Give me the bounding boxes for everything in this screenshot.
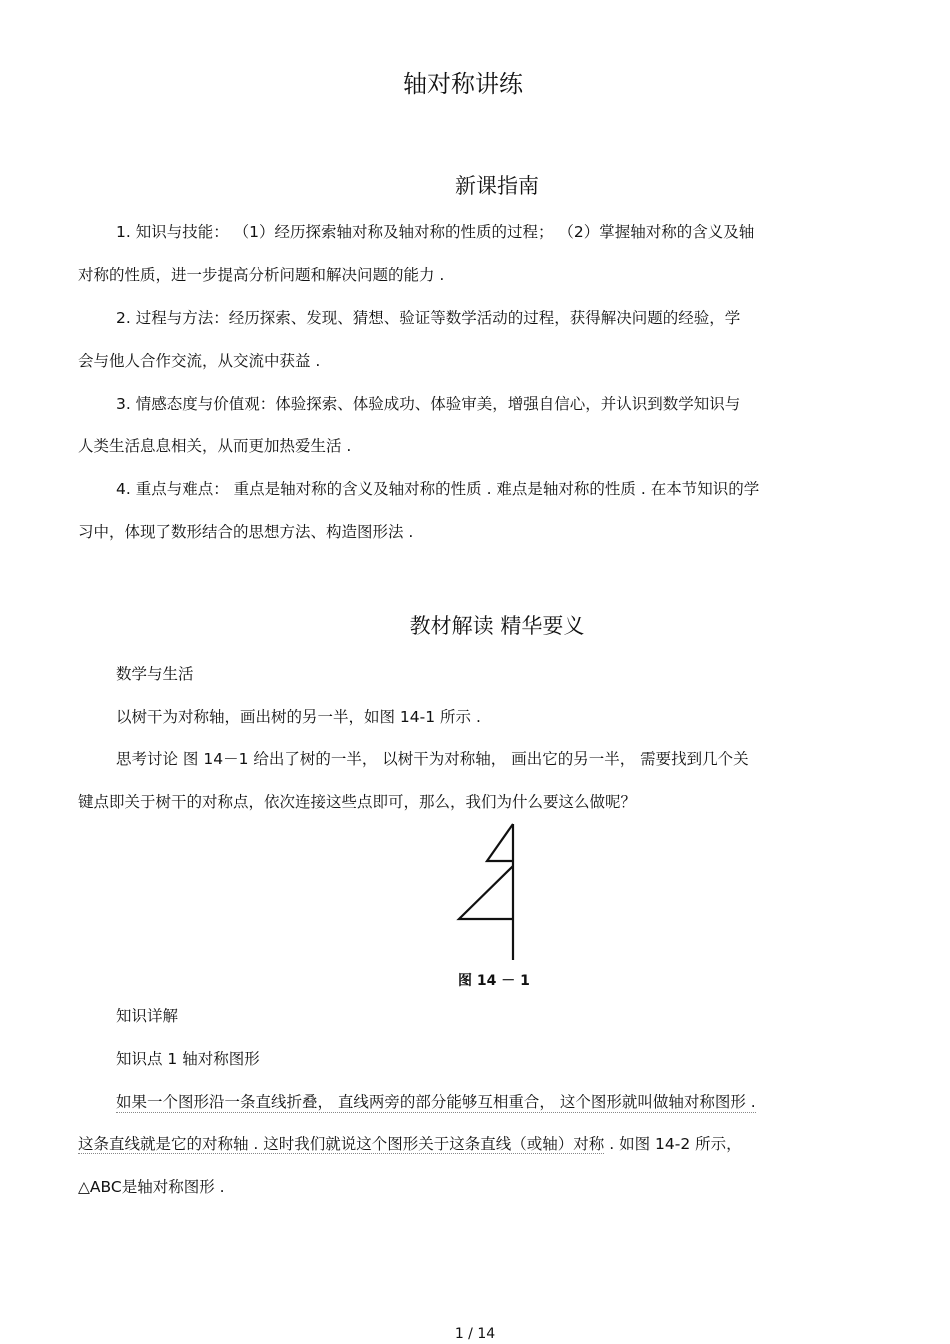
definition-line3: △ABC是轴对称图形 . (78, 1178, 225, 1196)
item4-line2: 习中，体现了数形结合的思想方法、构造图形法 . (78, 523, 414, 541)
definition-line1: 如果一个图形沿一条直线折叠， 直线两旁的部分能够互相重合， 这个图形就叫做轴对称图形 . (116, 1090, 756, 1113)
item3-line2: 人类生活息息相关，从而更加热爱生活 . (78, 437, 352, 455)
subheading-math-life: 数学与生活 (116, 665, 194, 683)
item1-line2: 对称的性质，进一步提高分析问题和解决问题的能力 . (78, 266, 445, 284)
doc-title: 轴对称讲练 (403, 70, 523, 98)
definition-line2-rest: . 如图 14-2 所示， (604, 1135, 742, 1153)
para-draw-tree: 以树干为对称轴，画出树的另一半，如图 14-1 所示 . (116, 708, 481, 726)
item3-line1: 3. 情感态度与价值观：体验探索、体验成功、体验审美，增强自信心，并认识到数学知识与 (116, 395, 741, 413)
knowledge-point-1: 知识点 1 轴对称图形 (116, 1050, 260, 1068)
figure-caption: 图 14 － 1 (458, 973, 530, 989)
item2-line1: 2. 过程与方法：经历探索、发现、猜想、验证等数学活动的过程，获得解决问题的经验，学 (116, 309, 741, 327)
item2-line2: 会与他人合作交流，从交流中获益 . (78, 352, 321, 370)
section-heading-textbook: 教材解读 精华要义 (409, 614, 585, 638)
item1-line1: 1. 知识与技能： （1）经历探索轴对称及轴对称的性质的过程； （2）掌握轴对称的含义及轴 (116, 223, 755, 241)
page-number: 1 / 14 (454, 1326, 496, 1342)
para-discussion-line1: 思考讨论 图 14－1 给出了树的一半， 以树干为对称轴， 画出它的另一半， 需要找到几个关 (116, 750, 749, 768)
para-discussion-line2: 键点即关于树干的对称点，依次连接这些点即可，那么，我们为什么要这么做呢？ (78, 793, 637, 811)
section-heading-new-lesson: 新课指南 (455, 174, 539, 198)
definition-line2 (78, 1132, 742, 1154)
definition-line2-underlined: 这条直线就是它的对称轴 . 这时我们就说这个图形关于这条直线（或轴）对称 (78, 1135, 605, 1153)
item4-line1: 4. 重点与难点： 重点是轴对称的含义及轴对称的性质 . 难点是轴对称的性质 . 在本节知识的学 (116, 480, 760, 498)
figure-14-1-half-tree (440, 818, 540, 968)
subheading-knowledge-detail: 知识详解 (116, 1007, 179, 1025)
